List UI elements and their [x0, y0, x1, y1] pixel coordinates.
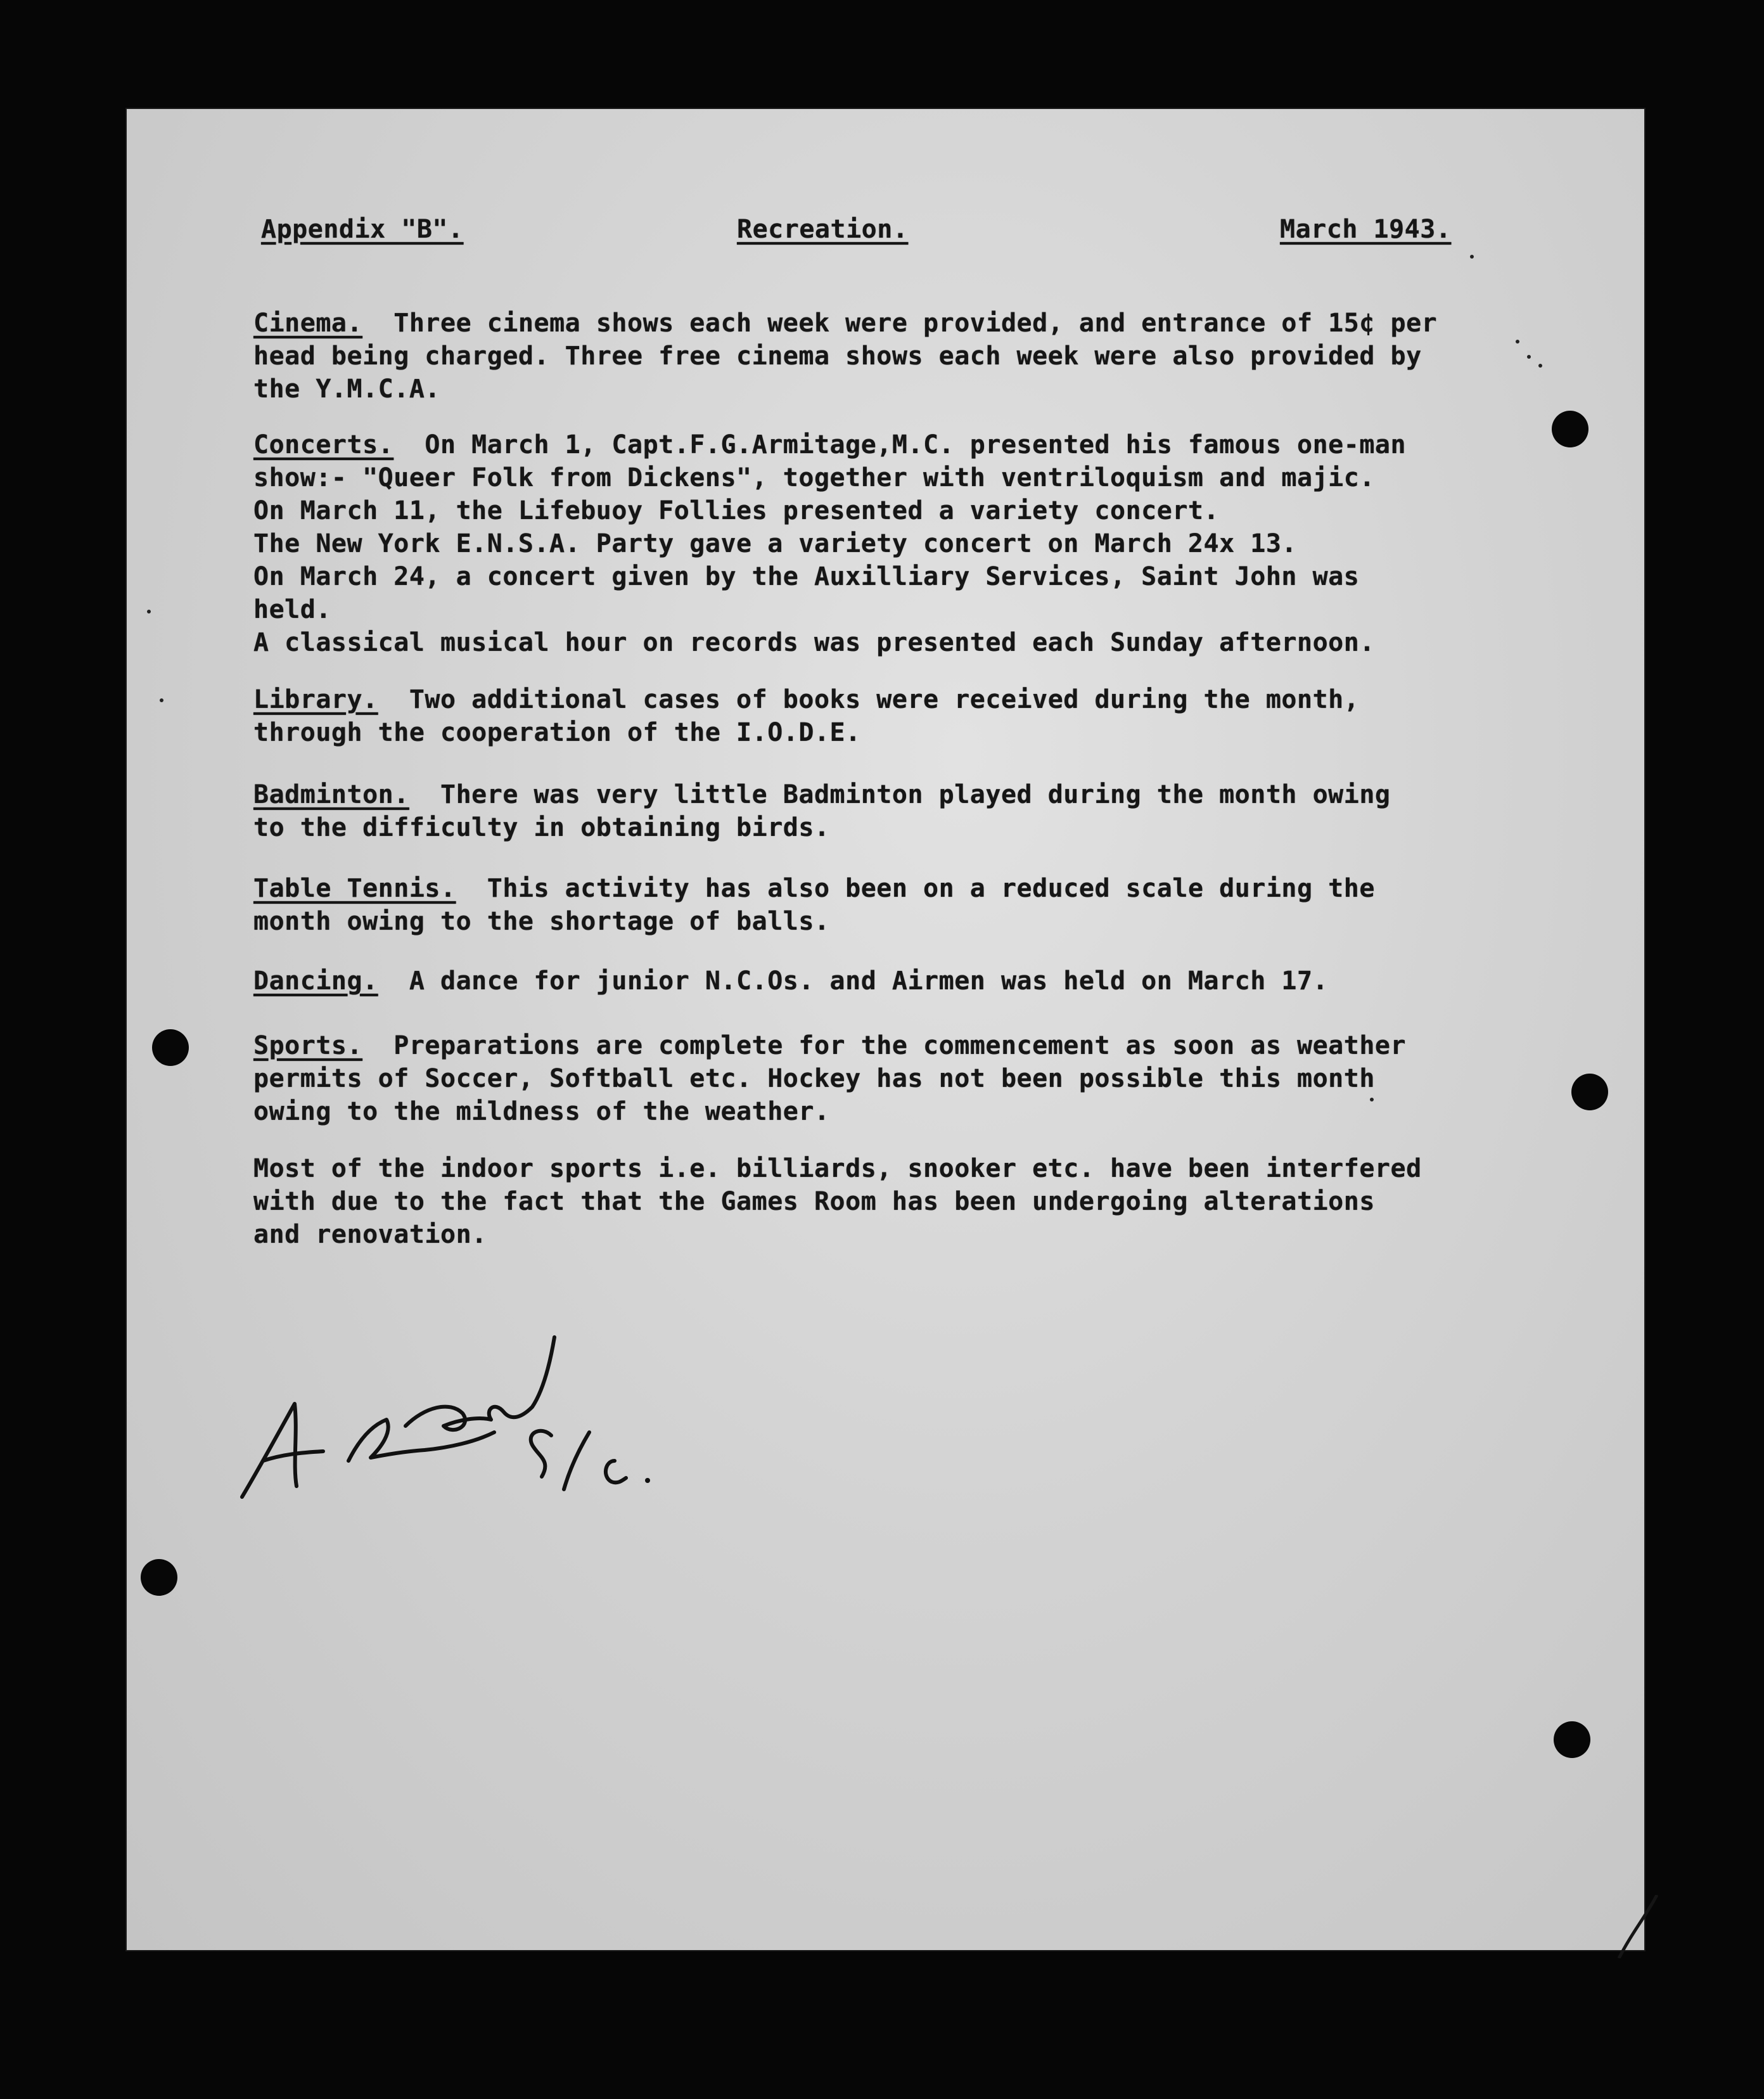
section-library — [253, 683, 1457, 749]
section-line: On March 1, Capt.F.G.Armitage,M.C. presented his famous one-man — [425, 430, 1407, 459]
section-line: to the difficulty in obtaining birds. — [253, 813, 830, 842]
signature-stroke — [348, 1420, 494, 1461]
section-line: The New York E.N.S.A. Party gave a variety concert on March 24x 13. — [253, 529, 1297, 558]
section-concerts — [253, 428, 1457, 659]
section-line: On March 24, a concert given by the Auxilliary Services, Saint John was — [253, 562, 1360, 591]
paper-crease — [1603, 1895, 1660, 1958]
handwritten-signature — [234, 1331, 691, 1521]
punch-hole — [1571, 1074, 1608, 1110]
section-heading: Concerts. — [253, 430, 394, 459]
section-line: head being charged. Three free cinema shows each week were also provided by — [253, 342, 1422, 371]
section-badminton — [253, 778, 1457, 844]
signature-dot — [645, 1478, 650, 1483]
punch-hole — [1552, 411, 1588, 447]
document-date: March 1943. — [1280, 215, 1452, 244]
section-line: permits of Soccer, Softball etc. Hockey has not been possible this month — [253, 1064, 1375, 1093]
speck — [1527, 355, 1531, 359]
section-line: with due to the fact that the Games Room has been undergoing alterations — [253, 1187, 1375, 1216]
section-table-tennis — [253, 872, 1457, 938]
section-cinema — [253, 307, 1457, 406]
speck — [147, 610, 151, 613]
section-sports — [253, 1029, 1457, 1128]
section-heading: Cinema. — [253, 309, 363, 338]
document-title: Recreation. — [737, 215, 909, 244]
signature-stroke — [406, 1337, 554, 1430]
section-line: Preparations are complete for the commencement as soon as weather — [393, 1031, 1407, 1060]
section-indoor-sports — [253, 1152, 1457, 1251]
signature-stroke — [242, 1404, 297, 1497]
section-heading: Library. — [253, 685, 378, 714]
speck — [1470, 255, 1474, 259]
section-line: through the cooperation of the I.O.D.E. — [253, 718, 861, 747]
speck — [1538, 364, 1542, 368]
signature-stroke — [531, 1431, 551, 1477]
section-heading: Badminton. — [253, 780, 409, 809]
section-line: held. — [253, 595, 331, 624]
speck — [160, 698, 163, 702]
section-line: owing to the mildness of the weather. — [253, 1097, 830, 1126]
section-line: On March 11, the Lifebuoy Follies presented a variety concert. — [253, 496, 1220, 525]
section-heading: Dancing. — [253, 966, 378, 996]
signature-stroke — [263, 1451, 323, 1461]
section-line: Most of the indoor sports i.e. billiards, snooker etc. have been interfered — [253, 1154, 1422, 1183]
section-line: show:- "Queer Folk from Dickens", together with ventriloquism and majic. — [253, 463, 1375, 492]
signature-stroke — [564, 1432, 589, 1489]
section-dancing — [253, 965, 1457, 998]
section-line: the Y.M.C.A. — [253, 375, 440, 404]
section-heading: Table Tennis. — [253, 874, 456, 903]
section-line: and renovation. — [253, 1220, 487, 1249]
section-line: Two additional cases of books were received during the month, — [409, 685, 1360, 714]
section-line: A classical musical hour on records was presented each Sunday afternoon. — [253, 628, 1375, 657]
punch-hole — [1554, 1721, 1590, 1758]
section-line: Three cinema shows each week were provided, and entrance of 15¢ per — [393, 309, 1438, 338]
appendix-label: Appendix "B". — [261, 215, 464, 244]
section-line: A dance for junior N.C.Os. and Airmen was held on March 17. — [409, 966, 1329, 996]
punch-hole — [152, 1029, 189, 1066]
punch-hole — [141, 1559, 177, 1596]
speck — [1516, 340, 1519, 343]
section-heading: Sports. — [253, 1031, 363, 1060]
section-line: This activity has also been on a reduced scale during the — [487, 874, 1375, 903]
section-line: There was very little Badminton played during the month owing — [440, 780, 1391, 809]
section-line: month owing to the shortage of balls. — [253, 907, 830, 936]
signature-stroke — [606, 1461, 626, 1482]
